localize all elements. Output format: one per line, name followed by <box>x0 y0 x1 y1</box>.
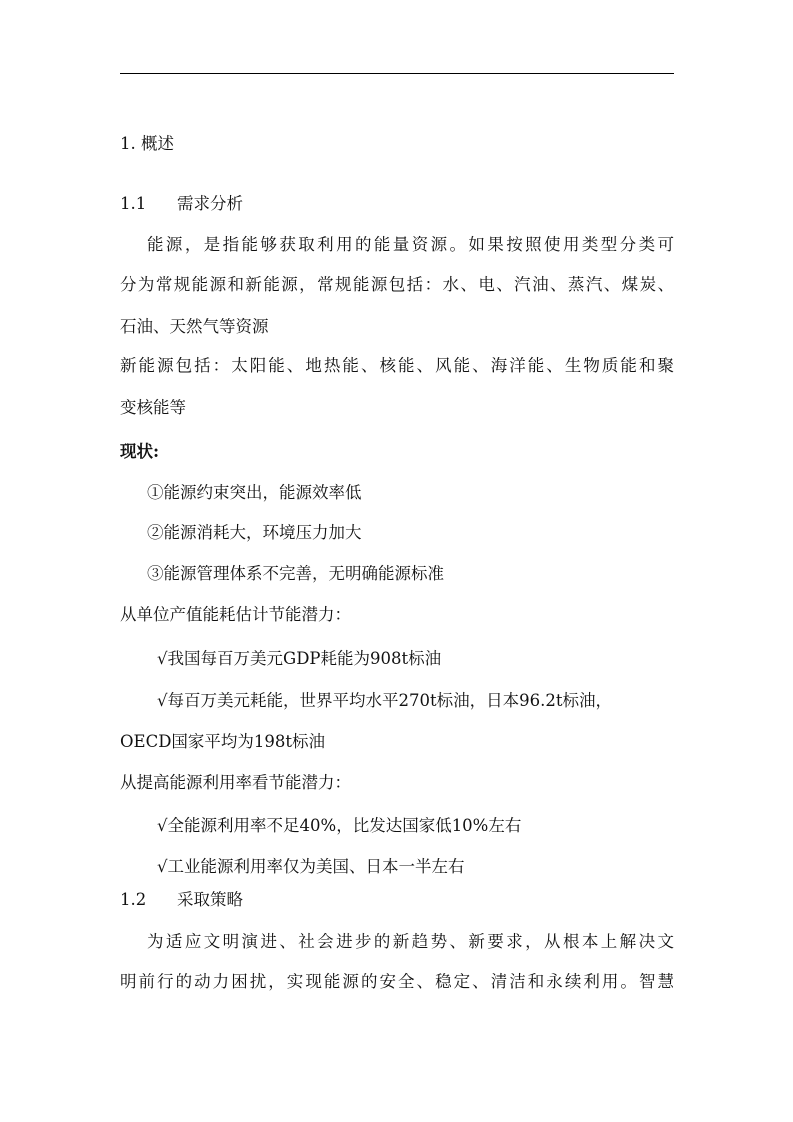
status-label: 现状: <box>120 442 160 461</box>
section-1-2-heading <box>120 889 243 911</box>
paragraph-line: 石油、天然气等资源 <box>120 317 269 336</box>
section-number: 1.2 <box>120 890 147 909</box>
list-item: √每百万美元耗能，世界平均水平270t标油，日本96.2t标油， <box>157 691 613 710</box>
section-number: 1.1 <box>120 194 147 213</box>
list-item: √工业能源利用率仅为美国、日本一半左右 <box>157 857 465 876</box>
section-title: 需求分析 <box>177 194 243 213</box>
list-item: √全能源利用率不足40%，比发达国家低10%左右 <box>157 816 522 835</box>
section-1-heading: 1. 概述 <box>120 134 174 153</box>
list-item-continuation: OECD国家平均为198t标油 <box>120 732 326 751</box>
header-rule <box>120 73 674 74</box>
list-item: ②能源消耗大，环境压力加大 <box>147 523 362 542</box>
paragraph-line: 分为常规能源和新能源，常规能源包括：水、电、汽油、蒸汽、煤炭、 <box>120 275 674 294</box>
subsection-heading: 从单位产值能耗估计节能潜力： <box>120 605 351 624</box>
list-item: √我国每百万美元GDP耗能为908t标油 <box>157 649 442 668</box>
paragraph-line: 明前行的动力困扰，实现能源的安全、稳定、清洁和永续利用。智慧 <box>120 972 674 991</box>
paragraph-line: 新能源包括：太阳能、地热能、核能、风能、海洋能、生物质能和聚 <box>120 356 674 375</box>
list-item: ③能源管理体系不完善，无明确能源标准 <box>147 564 444 583</box>
paragraph-line: 为适应文明演进、社会进步的新趋势、新要求，从根本上解决文 <box>147 932 674 951</box>
paragraph-line: 能源，是指能够获取利用的能量资源。如果按照使用类型分类可 <box>147 235 674 254</box>
list-item: ①能源约束突出，能源效率低 <box>147 483 362 502</box>
section-1-1-heading <box>120 193 243 215</box>
subsection-heading: 从提高能源利用率看节能潜力： <box>120 773 351 792</box>
paragraph-line: 变核能等 <box>120 398 186 417</box>
section-title: 采取策略 <box>177 890 243 909</box>
